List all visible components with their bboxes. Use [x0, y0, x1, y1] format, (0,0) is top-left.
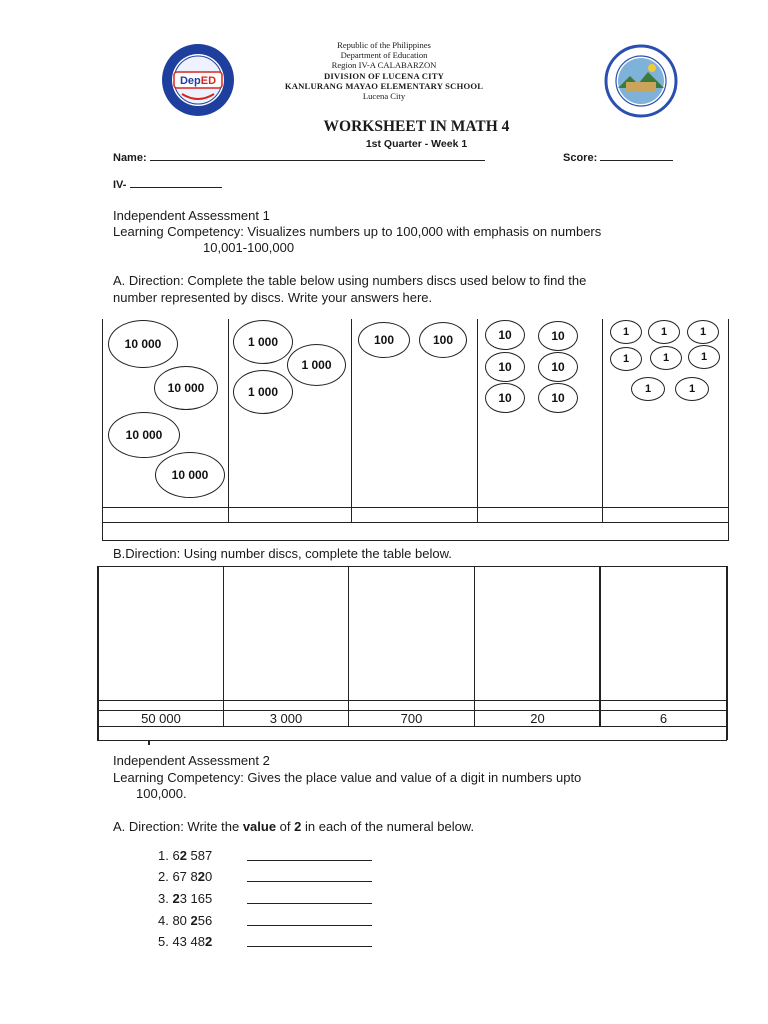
- disc-ten-thousand: 10 000: [154, 366, 218, 410]
- header-city: Lucena City: [362, 91, 406, 102]
- header-line: Department of Education: [340, 50, 428, 61]
- name-field[interactable]: [150, 151, 485, 161]
- name-row: [113, 151, 485, 164]
- disc-ten: 10: [538, 321, 578, 351]
- disc-one: 1: [687, 320, 719, 344]
- tableB-value: 50 000: [141, 711, 181, 726]
- disc-one: 1: [648, 320, 680, 344]
- assessment2-competency: Learning Competency: Gives the place value and value of a digit in numbers upto: [113, 770, 582, 785]
- directionA2-text: of: [276, 819, 295, 834]
- answer-cell-thousands[interactable]: [229, 508, 351, 522]
- tableB-value: 6: [659, 711, 668, 726]
- answer-line[interactable]: [247, 913, 372, 926]
- directionA2-bold-value: value: [242, 819, 277, 834]
- numeral: 4. 80 256: [158, 913, 213, 928]
- name-label: Name:: [113, 152, 147, 164]
- numeral: 5. 43 482: [158, 934, 213, 949]
- assessment1-competency-cont: 10,001-100,000: [203, 240, 295, 255]
- section-field[interactable]: [130, 178, 222, 188]
- section-row: [113, 178, 222, 191]
- directionA2: [113, 819, 474, 835]
- numeral: 2. 67 820: [158, 869, 213, 884]
- answer-line[interactable]: [247, 848, 372, 861]
- answer-line[interactable]: [247, 869, 372, 882]
- list-item: [0, 934, 768, 950]
- disc-ten: 10: [538, 352, 578, 382]
- directionB: B.Direction: Using number discs, complete the table below.: [113, 546, 452, 561]
- list-item: [0, 848, 768, 864]
- directionA2-text: in each of the numeral below.: [301, 819, 475, 834]
- directionA-line1: A. Direction: Complete the table below using numbers discs used below to find the: [113, 273, 587, 288]
- answer-cell-ones[interactable]: [603, 508, 728, 522]
- disc-hundred: 100: [419, 322, 467, 358]
- disc-one: 1: [688, 345, 720, 369]
- tableB-value: 700: [400, 711, 423, 726]
- tableB-value: 3 000: [269, 711, 303, 726]
- list-item: [0, 869, 768, 885]
- score-field[interactable]: [600, 151, 673, 161]
- draw-cell-thousands[interactable]: [224, 567, 347, 699]
- school-seal: [604, 44, 678, 123]
- worksheet-subtitle: 1st Quarter - Week 1: [365, 138, 468, 150]
- disc-one: 1: [675, 377, 709, 401]
- answer-cell-tens[interactable]: [478, 508, 602, 522]
- disc-ten-thousand: 10 000: [108, 412, 180, 458]
- directionA2-text: A. Direction: Write the: [113, 819, 243, 834]
- disc-hundred: 100: [358, 322, 410, 358]
- disc-ten: 10: [485, 352, 525, 382]
- disc-one: 1: [650, 346, 682, 370]
- disc-one: 1: [610, 320, 642, 344]
- list-item: [0, 891, 768, 907]
- numeral: 3. 23 165: [158, 891, 213, 906]
- disc-one: 1: [631, 377, 665, 401]
- tableB-value: 20: [530, 711, 545, 726]
- disc-ten: 10: [485, 320, 525, 350]
- worksheet-title: WORKSHEET IN MATH 4: [323, 118, 510, 135]
- disc-ten: 10: [538, 383, 578, 413]
- disc-one: 1: [610, 347, 642, 371]
- draw-cell-ten-thousands[interactable]: [99, 567, 222, 699]
- svg-text:DepED: DepED: [179, 75, 217, 87]
- disc-ten-thousand: 10 000: [155, 452, 225, 498]
- disc-ten-thousand: 10 000: [108, 320, 178, 368]
- disc-ten: 10: [485, 383, 525, 413]
- score-label: Score:: [563, 152, 598, 164]
- assessment1-heading: Independent Assessment 1: [113, 208, 270, 223]
- header-line: Republic of the Philippines: [337, 40, 431, 50]
- division-name: DIVISION OF LUCENA CITY: [323, 70, 445, 81]
- draw-cell-hundreds[interactable]: [349, 567, 473, 699]
- header-line: Region IV-A CALABARZON: [331, 60, 437, 71]
- score-row: [563, 151, 673, 164]
- disc-thousand: 1 000: [287, 344, 346, 386]
- assessment2-heading: Independent Assessment 2: [113, 753, 270, 768]
- answer-line[interactable]: [247, 934, 372, 947]
- disc-thousand: 1 000: [233, 370, 293, 414]
- assessment1-competency: Learning Competency: Visualizes numbers up to 100,000 with emphasis on numbers: [113, 224, 602, 239]
- draw-cell-ones[interactable]: [601, 567, 725, 699]
- numeral: 1. 62 587: [158, 848, 213, 863]
- answer-line[interactable]: [247, 891, 372, 904]
- answer-cell-ten-thousands[interactable]: [103, 508, 228, 522]
- directionA2-bold-digit: 2: [294, 819, 302, 834]
- answer-cell-hundreds[interactable]: [352, 508, 477, 522]
- draw-cell-tens[interactable]: [475, 567, 598, 699]
- assessment2-competency-cont: 100,000.: [136, 786, 187, 801]
- disc-thousand: 1 000: [233, 320, 293, 364]
- directionA-line2: number represented by discs. Write your answers here.: [113, 290, 433, 305]
- list-item: [0, 913, 768, 929]
- section-label: IV-: [113, 179, 127, 191]
- school-name: KANLURANG MAYAO ELEMENTARY SCHOOL: [284, 80, 484, 91]
